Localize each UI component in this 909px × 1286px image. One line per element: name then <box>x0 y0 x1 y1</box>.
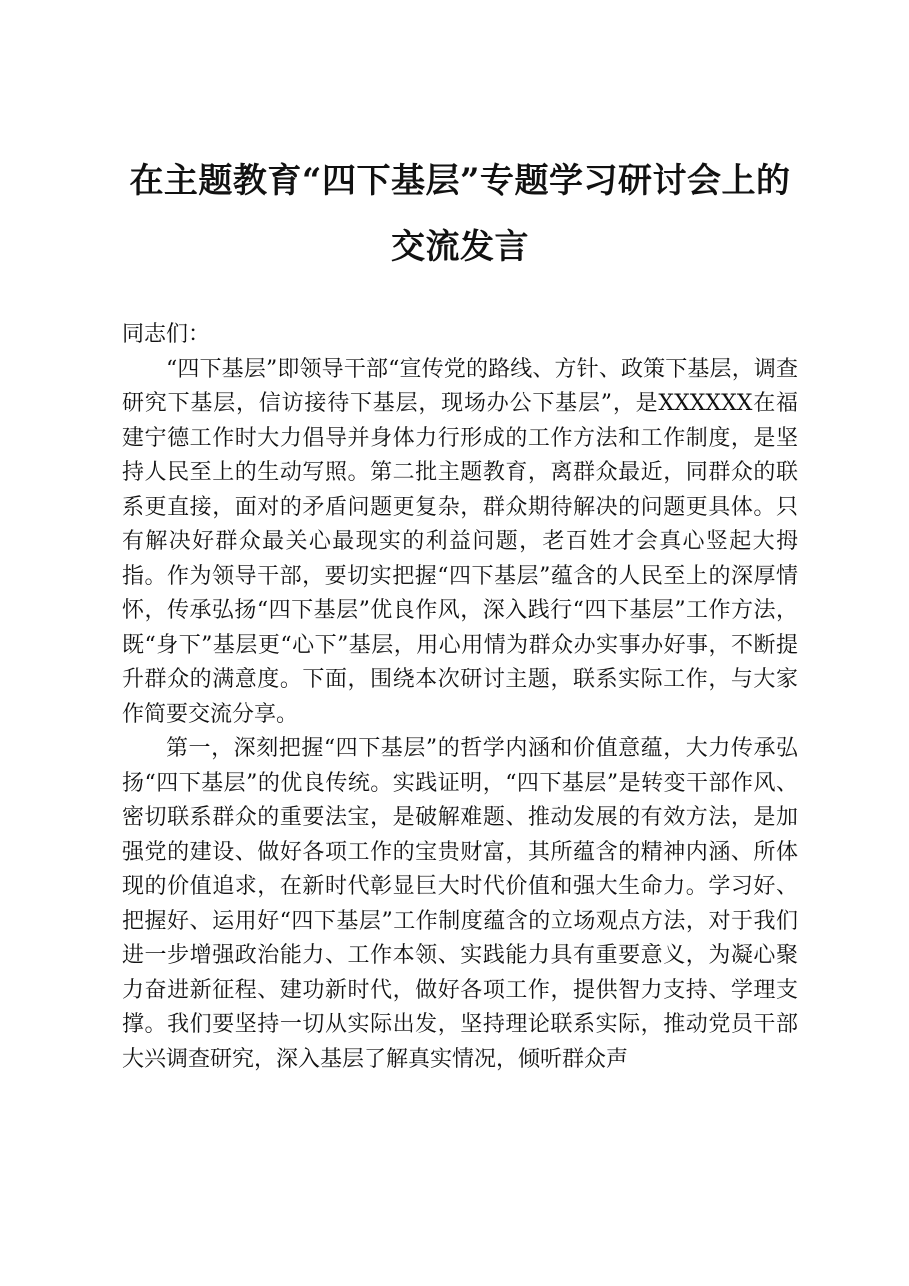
title-line-2: 交流发言 <box>391 227 529 267</box>
salutation: 同志们： <box>122 322 211 347</box>
title-line-1: 在主题教育“四下基层”专题学习研讨会上的 <box>129 161 791 201</box>
paragraph-first-point: 第一，深刻把握“四下基层”的哲学内涵和价值意蕴，大力传承弘扬“四下基层”的优良传统。实践证明，“四下基层”是转变干部作风、密切联系群众的重要法宝，是破解难题、推动发展的有效方法，是加强党的建设、做好各项工作的宝贵财富，其所蕴含的精神内涵、所体现的价值追求，在新时代彰显巨大时代价值和强大生命力。学习好、把握好、运用好“四下基层”工作制度蕴含的立场观点方法，对于我们进一步增强政治能力、工作本领、实践能力具有重要意义，为凝心聚力奋进新征程、建功新时代，做好各项工作，提供智力支持、学理支撑。我们要坚持一切从实际出发，坚持理论联系实际，推动党员干部大兴调查研究，深入基层了解真实情况，倾听群众声 <box>122 736 798 1072</box>
document-body <box>122 318 798 1077</box>
paragraph-intro: “四下基层”即领导干部“宣传党的路线、方针、政策下基层，调查研究下基层，信访接待下基层，现场办公下基层”，是XXXXXX在福建宁德工作时大力倡导并身体力行形成的工作方法和工作制度，是坚持人民至上的生动写照。第二批主题教育，离群众最近，同群众的联系更直接，面对的矛盾问题更复杂，群众期待解决的问题更具体。只有解决好群众最关心最现实的利益问题，老百姓才会真心竖起大拇指。作为领导干部，要切实把握“四下基层”蕴含的人民至上的深厚情怀，传承弘扬“四下基层”优良作风，深入践行“四下基层”工作方法，既“身下”基层更“心下”基层，用心用情为群众办实事办好事，不断提升群众的满意度。下面，围绕本次研讨主题，联系实际工作，与大家作简要交流分享。 <box>122 356 798 727</box>
document-title <box>110 148 810 280</box>
